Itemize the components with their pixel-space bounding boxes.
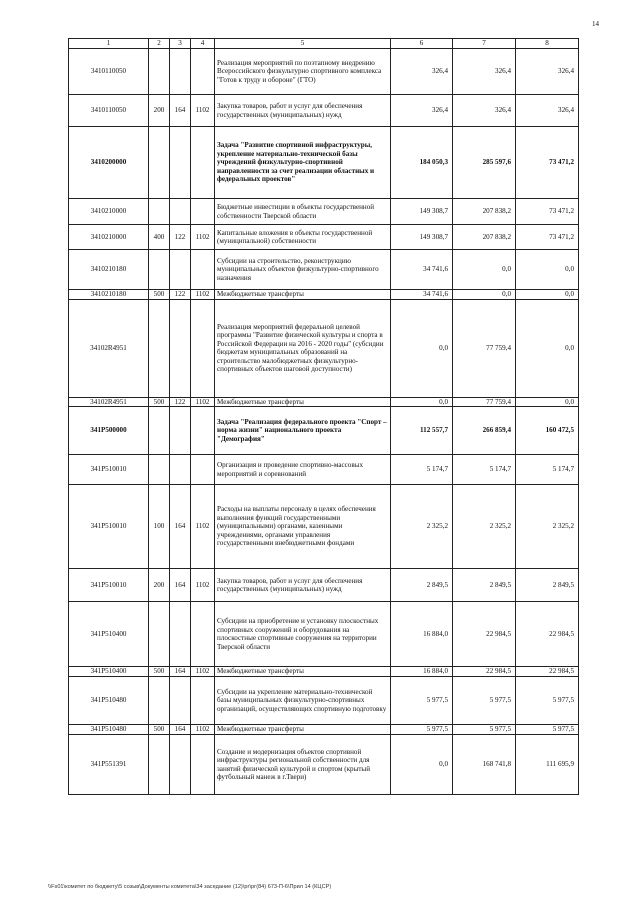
admin-code-cell: 164: [170, 667, 191, 677]
expense-type-cell: 500: [149, 290, 170, 300]
budget-code-cell: 34102R4951: [69, 397, 149, 407]
section-code-cell: [191, 677, 215, 725]
amount-year3-cell: 0,0: [516, 290, 579, 300]
admin-code-cell: [170, 602, 191, 667]
description-cell: Закупка товаров, работ и услуг для обеспечения государственных (муниципальных) нужд: [215, 569, 391, 602]
amount-year3-cell: 5 977,5: [516, 677, 579, 725]
admin-code-cell: 122: [170, 225, 191, 250]
budget-code-cell: 3410200000: [69, 127, 149, 199]
section-code-cell: 1102: [191, 225, 215, 250]
description-cell: Бюджетные инвестиции в объекты государственной собственности Тверской области: [215, 199, 391, 225]
footer-file-path: \\Fs01\комитет по бюджету\5 созыв\Документы комитета\34 заседание (12)\рг\рг(84) 673-П-6\Прил 14 (КЦСР): [48, 884, 332, 890]
table-row: [69, 602, 579, 667]
expense-type-cell: [149, 407, 170, 455]
amount-year3-cell: 326,4: [516, 95, 579, 127]
amount-year3-cell: 5 174,7: [516, 455, 579, 485]
amount-year2-cell: 326,4: [453, 95, 516, 127]
budget-code-cell: 3410210180: [69, 250, 149, 290]
description-cell: Задача "Реализация федерального проекта "Спорт – норма жизни" национального проекта "Демография": [215, 407, 391, 455]
budget-code-cell: 3410110050: [69, 95, 149, 127]
budget-code-cell: 341P510010: [69, 569, 149, 602]
description-cell: Межбюджетные трансферты: [215, 725, 391, 735]
amount-year3-cell: 111 695,9: [516, 735, 579, 795]
expense-type-cell: 400: [149, 225, 170, 250]
amount-year1-cell: 5 977,5: [391, 725, 453, 735]
admin-code-cell: 164: [170, 95, 191, 127]
description-cell: Субсидии на приобретение и установку плоскостных спортивных сооружений и оборудования на плоскостные спортивные сооружения на территории Тверской области: [215, 602, 391, 667]
table-row: [69, 250, 579, 290]
amount-year1-cell: 0,0: [391, 299, 453, 397]
amount-year2-cell: 2 325,2: [453, 485, 516, 569]
section-code-cell: 1102: [191, 290, 215, 300]
column-header: 2: [149, 39, 170, 49]
budget-code-cell: 341P510480: [69, 677, 149, 725]
expense-type-cell: [149, 735, 170, 795]
table-row: [69, 299, 579, 397]
table-row: [69, 407, 579, 455]
amount-year2-cell: 207 838,2: [453, 199, 516, 225]
expense-type-cell: 500: [149, 667, 170, 677]
amount-year2-cell: 77 759,4: [453, 397, 516, 407]
admin-code-cell: [170, 127, 191, 199]
amount-year1-cell: 16 884,0: [391, 602, 453, 667]
section-code-cell: [191, 455, 215, 485]
description-cell: Субсидии на укрепление материально-технической базы муниципальных физкультурно-спортивных организаций, осуществляющих спортивную подготовку: [215, 677, 391, 725]
amount-year3-cell: 73 471,2: [516, 127, 579, 199]
amount-year2-cell: 5 174,7: [453, 455, 516, 485]
amount-year2-cell: 168 741,8: [453, 735, 516, 795]
section-code-cell: [191, 250, 215, 290]
expense-type-cell: [149, 602, 170, 667]
description-cell: Межбюджетные трансферты: [215, 667, 391, 677]
amount-year1-cell: 184 050,3: [391, 127, 453, 199]
page-number: 14: [592, 20, 599, 28]
description-cell: Межбюджетные трансферты: [215, 397, 391, 407]
amount-year2-cell: 5 977,5: [453, 725, 516, 735]
amount-year2-cell: 266 859,4: [453, 407, 516, 455]
amount-year1-cell: 149 308,7: [391, 225, 453, 250]
table-header-row: [69, 39, 579, 49]
amount-year2-cell: 77 759,4: [453, 299, 516, 397]
table-row: [69, 290, 579, 300]
amount-year3-cell: 73 471,2: [516, 225, 579, 250]
table-row: [69, 49, 579, 95]
section-code-cell: [191, 127, 215, 199]
column-header: 1: [69, 39, 149, 49]
amount-year1-cell: 34 741,6: [391, 290, 453, 300]
admin-code-cell: [170, 49, 191, 95]
column-header: 8: [516, 39, 579, 49]
budget-code-cell: 341P510400: [69, 602, 149, 667]
table-row: [69, 127, 579, 199]
admin-code-cell: [170, 199, 191, 225]
admin-code-cell: [170, 250, 191, 290]
amount-year2-cell: 207 838,2: [453, 225, 516, 250]
budget-code-cell: 34102R4951: [69, 299, 149, 397]
budget-code-cell: 341P510010: [69, 455, 149, 485]
admin-code-cell: 164: [170, 485, 191, 569]
budget-code-cell: 3410210000: [69, 225, 149, 250]
admin-code-cell: 164: [170, 569, 191, 602]
section-code-cell: 1102: [191, 725, 215, 735]
table-row: [69, 735, 579, 795]
expense-type-cell: [149, 299, 170, 397]
description-cell: Закупка товаров, работ и услуг для обеспечения государственных (муниципальных) нужд: [215, 95, 391, 127]
expense-type-cell: 200: [149, 569, 170, 602]
admin-code-cell: 164: [170, 725, 191, 735]
section-code-cell: 1102: [191, 485, 215, 569]
budget-table: [68, 38, 579, 795]
amount-year1-cell: 149 308,7: [391, 199, 453, 225]
table-row: [69, 225, 579, 250]
description-cell: Капитальные вложения в объекты государственной (муниципальной) собственности: [215, 225, 391, 250]
budget-code-cell: 341P510010: [69, 485, 149, 569]
table-row: [69, 397, 579, 407]
section-code-cell: [191, 299, 215, 397]
section-code-cell: [191, 199, 215, 225]
admin-code-cell: [170, 299, 191, 397]
description-cell: Расходы на выплаты персоналу в целях обеспечения выполнения функций государственными (муниципальными) органами, казенными учреждениями, органами управления государственными внебюджетными фондами: [215, 485, 391, 569]
amount-year3-cell: 22 984,5: [516, 667, 579, 677]
description-cell: Задача "Развитие спортивной инфраструктуры, укрепление материально-технической базы учреждений физкультурно-спортивной направленности за счет реализации областных и федеральных проектов": [215, 127, 391, 199]
expense-type-cell: 500: [149, 397, 170, 407]
description-cell: Реализация мероприятий федеральной целевой программы "Развитие физической культуры и спорта в Российской Федерации на 2016 - 2020 годы" (субсидии бюджетам муниципальных образований на строительство малобюджетных физкультурно-спортивных объектов шаговой доступности): [215, 299, 391, 397]
description-cell: Организация и проведение спортивно-массовых мероприятий и соревнований: [215, 455, 391, 485]
amount-year2-cell: 5 977,5: [453, 677, 516, 725]
expense-type-cell: 500: [149, 725, 170, 735]
expense-type-cell: [149, 199, 170, 225]
budget-code-cell: 3410210180: [69, 290, 149, 300]
amount-year2-cell: 285 597,6: [453, 127, 516, 199]
budget-code-cell: 341P551391: [69, 735, 149, 795]
admin-code-cell: [170, 407, 191, 455]
section-code-cell: [191, 49, 215, 95]
table-row: [69, 569, 579, 602]
budget-code-cell: 341P510480: [69, 725, 149, 735]
section-code-cell: [191, 407, 215, 455]
column-header: 6: [391, 39, 453, 49]
description-cell: Субсидии на строительство, реконструкцию муниципальных объектов физкультурно-спортивного назначения: [215, 250, 391, 290]
expense-type-cell: 200: [149, 95, 170, 127]
column-header: 4: [191, 39, 215, 49]
amount-year1-cell: 0,0: [391, 397, 453, 407]
budget-code-cell: 3410110050: [69, 49, 149, 95]
section-code-cell: [191, 602, 215, 667]
section-code-cell: 1102: [191, 667, 215, 677]
amount-year3-cell: 5 977,5: [516, 725, 579, 735]
amount-year2-cell: 0,0: [453, 250, 516, 290]
amount-year1-cell: 326,4: [391, 49, 453, 95]
expense-type-cell: 100: [149, 485, 170, 569]
admin-code-cell: [170, 735, 191, 795]
budget-code-cell: 341P510400: [69, 667, 149, 677]
section-code-cell: 1102: [191, 95, 215, 127]
table-row: [69, 677, 579, 725]
amount-year3-cell: 2 849,5: [516, 569, 579, 602]
amount-year3-cell: 0,0: [516, 397, 579, 407]
amount-year2-cell: 22 984,5: [453, 667, 516, 677]
table-body: [69, 49, 579, 795]
amount-year1-cell: 5 174,7: [391, 455, 453, 485]
amount-year3-cell: 22 984,5: [516, 602, 579, 667]
expense-type-cell: [149, 677, 170, 725]
amount-year1-cell: 34 741,6: [391, 250, 453, 290]
amount-year3-cell: 73 471,2: [516, 199, 579, 225]
description-cell: Межбюджетные трансферты: [215, 290, 391, 300]
table-row: [69, 725, 579, 735]
section-code-cell: 1102: [191, 397, 215, 407]
admin-code-cell: [170, 455, 191, 485]
description-cell: Создание и модернизация объектов спортивной инфраструктуры региональной собственности для занятий физической культурой и спортом (крытый футбольный манеж в г.Твери): [215, 735, 391, 795]
amount-year1-cell: 2 849,5: [391, 569, 453, 602]
table-row: [69, 95, 579, 127]
amount-year2-cell: 326,4: [453, 49, 516, 95]
admin-code-cell: 122: [170, 397, 191, 407]
expense-type-cell: [149, 250, 170, 290]
admin-code-cell: 122: [170, 290, 191, 300]
column-header: 5: [215, 39, 391, 49]
amount-year3-cell: 160 472,5: [516, 407, 579, 455]
budget-code-cell: 3410210000: [69, 199, 149, 225]
amount-year1-cell: 112 557,7: [391, 407, 453, 455]
amount-year1-cell: 0,0: [391, 735, 453, 795]
expense-type-cell: [149, 49, 170, 95]
table-row: [69, 199, 579, 225]
amount-year3-cell: 2 325,2: [516, 485, 579, 569]
section-code-cell: 1102: [191, 569, 215, 602]
section-code-cell: [191, 735, 215, 795]
admin-code-cell: [170, 677, 191, 725]
table-row: [69, 667, 579, 677]
expense-type-cell: [149, 127, 170, 199]
amount-year1-cell: 326,4: [391, 95, 453, 127]
table-row: [69, 455, 579, 485]
amount-year1-cell: 2 325,2: [391, 485, 453, 569]
amount-year2-cell: 0,0: [453, 290, 516, 300]
table-row: [69, 485, 579, 569]
expense-type-cell: [149, 455, 170, 485]
amount-year2-cell: 22 984,5: [453, 602, 516, 667]
amount-year1-cell: 5 977,5: [391, 677, 453, 725]
column-header: 3: [170, 39, 191, 49]
description-cell: Реализация мероприятий по поэтапному внедрению Всероссийского физкультурно спортивного комплекса "Готов к труду и обороне" (ГТО): [215, 49, 391, 95]
amount-year2-cell: 2 849,5: [453, 569, 516, 602]
column-header: 7: [453, 39, 516, 49]
budget-code-cell: 341P500000: [69, 407, 149, 455]
amount-year3-cell: 0,0: [516, 299, 579, 397]
amount-year1-cell: 16 884,0: [391, 667, 453, 677]
amount-year3-cell: 0,0: [516, 250, 579, 290]
amount-year3-cell: 326,4: [516, 49, 579, 95]
